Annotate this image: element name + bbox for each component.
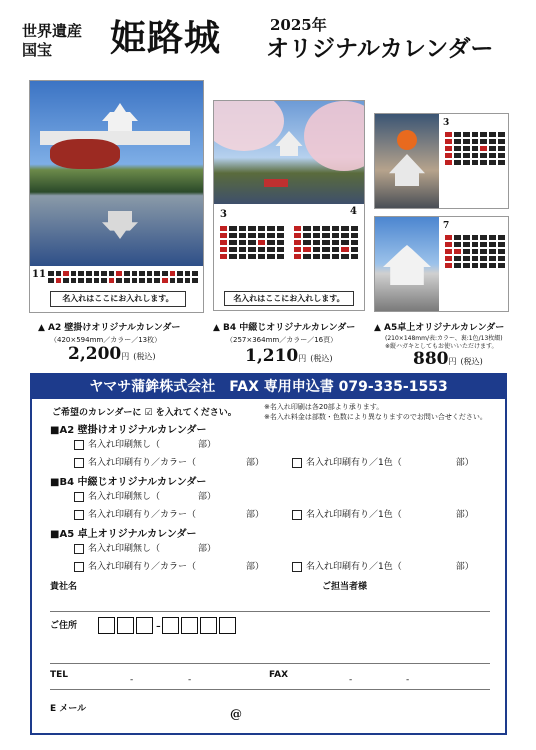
fax-label: FAX <box>269 670 289 680</box>
header-line2: 国宝 <box>22 41 53 59</box>
address-label: ご住所 <box>50 621 78 631</box>
a5-month-b: 7 <box>443 221 450 231</box>
a2-price: 2,200円 (税込) <box>68 344 156 364</box>
b4-mono-checkbox[interactable] <box>292 510 302 520</box>
fax-dash-1: - <box>349 675 353 685</box>
a2-mono-checkbox[interactable] <box>292 458 302 468</box>
a2-color-checkbox[interactable] <box>74 458 84 468</box>
fax-order-form <box>30 373 507 735</box>
b4-none-checkbox[interactable] <box>74 492 84 502</box>
a5-month-a: 3 <box>443 118 450 128</box>
b4-namebox: 名入れはここにお入れします。 <box>224 291 354 306</box>
section-a5-title: ■A5 卓上オリジナルカレンダー <box>50 529 197 540</box>
a5-calendar-image-1 <box>374 113 509 209</box>
b4-spec: （257×364mm／カラー／16頁） <box>226 336 338 344</box>
zip-code-boxes[interactable]: - <box>98 615 238 634</box>
form-note-1: ※名入れ印刷は各20部より承ります。 <box>264 403 384 411</box>
b4-month-right: 4 <box>350 206 357 217</box>
b4-option-mono[interactable]: 名入れ印刷有り／1色（ 部） <box>292 507 474 520</box>
tel-underline <box>50 689 490 690</box>
a5-grid-1 <box>445 132 505 165</box>
a2-option-color[interactable]: 名入れ印刷有り／カラー（ 部） <box>74 455 264 468</box>
a2-option-mono[interactable]: 名入れ印刷有り／1色（ 部） <box>292 455 474 468</box>
tel-dash-1: - <box>130 675 134 685</box>
b4-option-none[interactable]: 名入れ印刷無し（ 部） <box>74 489 216 502</box>
a5-option-none[interactable]: 名入れ印刷無し（ 部） <box>74 541 216 554</box>
castle-photo <box>30 81 203 266</box>
a5-option-color[interactable]: 名入れ印刷有り／カラー（ 部） <box>74 559 264 572</box>
a5-spec-note: ※縦ハガキとしてもお使いいただけます。 <box>385 343 498 350</box>
a5-grid-2 <box>445 235 505 268</box>
company-underline <box>50 611 490 612</box>
a2-namebox: 名入れはここにお入れします。 <box>50 291 186 307</box>
a2-option-none[interactable]: 名入れ印刷無し（ 部） <box>74 437 216 450</box>
cherry-castle-photo <box>214 101 364 204</box>
section-a2-title: ■A2 壁掛けオリジナルカレンダー <box>50 425 207 436</box>
b4-calendar-image <box>213 100 365 311</box>
page-title: 姫路城 <box>110 17 222 59</box>
a5-option-mono[interactable]: 名入れ印刷有り／1色（ 部） <box>292 559 474 572</box>
form-note-2: ※名入れ料金は部数・色数により異なりますのでお問い合せください。 <box>264 413 487 421</box>
tel-label: TEL <box>50 670 69 680</box>
b4-option-color[interactable]: 名入れ印刷有り／カラー（ 部） <box>74 507 264 520</box>
fax-dash-2: - <box>406 675 410 685</box>
b4-caption: ▲ B4 中綴じオリジナルカレンダー <box>213 323 356 333</box>
a2-caption: ▲ A2 壁掛けオリジナルカレンダー <box>38 323 181 333</box>
contact-label: ご担当者様 <box>322 582 368 592</box>
a2-none-checkbox[interactable] <box>74 440 84 450</box>
b4-price: 1,210円 (税込) <box>245 346 333 366</box>
b4-left-grid <box>220 226 284 259</box>
header-subtitle: オリジナルカレンダー <box>266 35 494 62</box>
a2-date-grid <box>48 271 198 283</box>
header-heritage <box>22 22 82 60</box>
section-b4-title: ■B4 中綴じオリジナルカレンダー <box>50 477 207 488</box>
a2-month: 11 <box>32 269 46 280</box>
a5-caption: ▲ A5卓上オリジナルカレンダー <box>374 323 505 333</box>
b4-month-left: 3 <box>220 209 227 220</box>
b4-color-checkbox[interactable] <box>74 510 84 520</box>
header-line1: 世界遺産 <box>22 22 83 40</box>
a5-none-checkbox[interactable] <box>74 544 84 554</box>
tel-dash-2: - <box>188 675 192 685</box>
company-field[interactable] <box>32 577 505 611</box>
a5-color-checkbox[interactable] <box>74 562 84 572</box>
email-label: E メール <box>50 704 87 714</box>
a5-price: 880円 (税込) <box>413 349 483 369</box>
form-banner: ヤマサ蒲鉾株式会社 FAX 専用申込書 079-335-1553 <box>32 375 505 399</box>
email-at-sign: @ <box>230 707 242 721</box>
a5-mono-checkbox[interactable] <box>292 562 302 572</box>
a5-calendar-image-2 <box>374 216 509 312</box>
a2-calendar-image <box>29 80 204 313</box>
company-label: 貴社名 <box>50 582 78 592</box>
form-instruction: ご希望のカレンダーに ☑ を入れてください。 <box>52 408 237 418</box>
email-field[interactable] <box>32 695 505 733</box>
b4-right-grid <box>294 226 358 259</box>
a5-spec: (210×148mm/表:カラー、裏:1色/13枚綴) <box>385 335 503 342</box>
address-underline <box>50 663 490 664</box>
header-year: 2025年 <box>270 16 327 34</box>
a2-spec: （420×594mm／カラー／13枚） <box>50 336 162 344</box>
